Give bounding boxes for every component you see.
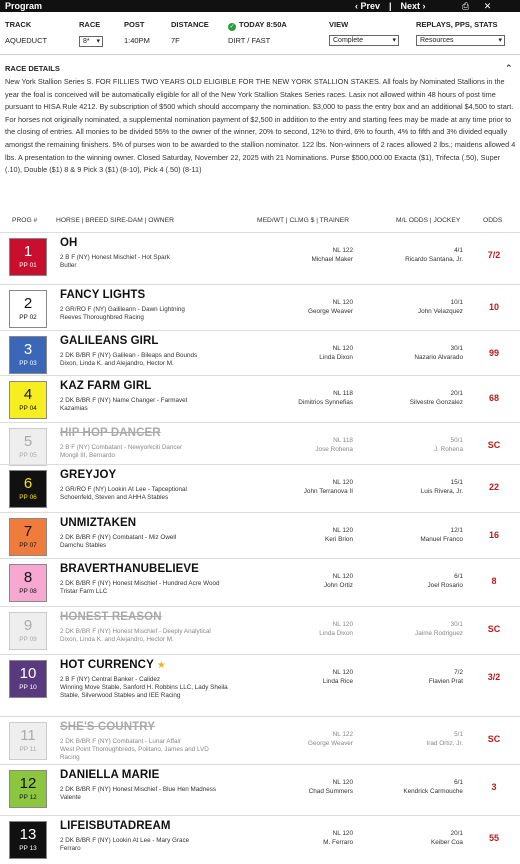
program-number-badge <box>9 381 47 419</box>
jockey: J. Rohena <box>433 446 463 453</box>
program-number-badge <box>9 821 47 859</box>
entry-row[interactable] <box>0 558 520 602</box>
breed-owner <box>60 534 230 550</box>
breed-owner <box>60 786 230 802</box>
post-position: PP 04 <box>19 405 37 412</box>
horse-name[interactable] <box>60 380 151 392</box>
post-position: PP 12 <box>19 794 37 801</box>
horse-name-text: GALILEANS GIRL <box>60 335 159 347</box>
horse-name-text: FANCY LIGHTS <box>60 289 146 301</box>
program-number: 11 <box>20 727 36 744</box>
entry-row[interactable] <box>0 330 520 374</box>
program-number-badge <box>9 428 47 466</box>
nav-separator: | <box>389 1 392 11</box>
distance-value: 7F <box>171 36 180 45</box>
race-label: RACE <box>79 20 101 29</box>
breed-owner <box>60 352 230 368</box>
breed: 2 DK B/BR F (NY) Combatant - Miz Owell <box>60 534 177 541</box>
morning-line-odds: 20/1 <box>450 830 463 837</box>
chevron-up-icon[interactable]: ⌃ <box>505 63 513 73</box>
owner: Kazamias <box>60 405 88 412</box>
race-select-value: 8* <box>83 38 90 45</box>
live-odds: 16 <box>488 530 499 540</box>
entry-row[interactable] <box>0 232 520 276</box>
med-weight: NL 120 <box>332 345 353 352</box>
header-prog: PROG # <box>12 217 38 224</box>
horse-name[interactable] <box>60 289 145 301</box>
entry-row[interactable] <box>0 815 520 859</box>
trainer: George Weaver <box>308 740 353 747</box>
morning-line-odds: 20/1 <box>450 390 463 397</box>
jockey: Luis Rivera, Jr. <box>420 488 463 495</box>
entry-row[interactable] <box>0 284 520 328</box>
breed: 2 DK B/BR F (NY) Name Changer - Farmavet <box>60 397 188 404</box>
divider <box>0 54 520 55</box>
breed: 2 B F (NY) Central Banker - Calidez <box>60 676 161 683</box>
program-number-badge <box>9 770 47 808</box>
live-odds: 99 <box>488 348 499 358</box>
post-position: PP 08 <box>19 588 37 595</box>
program-number: 4 <box>23 386 33 403</box>
entry-row[interactable] <box>0 606 520 650</box>
med-weight: NL 120 <box>332 669 353 676</box>
horse-name-text: SHE'S COUNTRY <box>60 721 155 733</box>
live-odds: 55 <box>488 833 499 843</box>
med-weight: NL 120 <box>332 621 353 628</box>
morning-line-odds: 6/1 <box>454 573 463 580</box>
med-weight: NL 118 <box>333 437 353 444</box>
live-odds: 10 <box>488 302 499 312</box>
check-icon: ✓ <box>229 24 235 30</box>
morning-line-odds: 5/1 <box>454 731 463 738</box>
horse-name-text: BRAVERTHANUBELIEVE <box>60 563 199 575</box>
morning-line-odds: 6/1 <box>454 779 463 786</box>
breed: 2 DK B/BR F (NY) Galilean - Bileaps and Bounds <box>60 352 198 359</box>
owner: Winning Move Stable, Sanford H. Robbins LLC, Lady Sheila Stable, Silverwood Stables and IEE Racing <box>60 684 228 699</box>
post-position: PP 03 <box>19 360 37 367</box>
breed-owner <box>60 738 230 762</box>
jockey: Irad Ortiz, Jr. <box>426 740 463 747</box>
morning-line-odds: 7/2 <box>454 669 463 676</box>
trainer: M. Ferraro <box>323 839 353 846</box>
program-number: 5 <box>23 433 33 450</box>
breed-owner <box>60 444 230 460</box>
trainer: Linda Rice <box>322 678 353 685</box>
horse-name[interactable] <box>60 469 116 481</box>
post-position: PP 06 <box>19 494 37 501</box>
breed: 2 DK B/BR F (NY) Lookin At Lee - Mary Grace <box>60 837 190 844</box>
live-odds: 7/2 <box>487 250 501 260</box>
med-weight: NL 120 <box>332 573 353 580</box>
entry-row[interactable] <box>0 512 520 556</box>
program-number: 13 <box>19 826 37 843</box>
trainer: Linda Dixon <box>319 354 353 361</box>
live-odds: 68 <box>488 393 499 403</box>
replays-label: REPLAYS, PPS, STATS <box>416 20 498 29</box>
trainer: Chad Summers <box>308 788 353 795</box>
breed-owner <box>60 397 230 413</box>
horse-name[interactable] <box>60 563 199 575</box>
today-label: TODAY 8:50A <box>239 20 287 29</box>
program-number: 12 <box>19 775 37 792</box>
med-weight: NL 122 <box>332 731 353 738</box>
program-number: 1 <box>23 243 33 260</box>
entry-row[interactable] <box>0 764 520 808</box>
horse-name[interactable] <box>60 517 136 529</box>
morning-line-odds: 4/1 <box>454 247 463 254</box>
breed: 2 DK B/BR F (NY) Combatant - Lunar Affair <box>60 738 181 745</box>
owner: Dixon, Linda K. and Alejandro, Hector M. <box>60 360 174 367</box>
horse-name-text: HIP HOP DANCER <box>60 427 161 439</box>
owner: Schoenfeld, Steven and AHHA Stables <box>60 494 169 501</box>
resources-select[interactable] <box>416 35 505 46</box>
jockey: Manuel Franco <box>420 536 463 543</box>
post-position: PP 13 <box>19 845 37 852</box>
post-position: PP 02 <box>19 314 37 321</box>
track-label: TRACK <box>5 20 32 29</box>
jockey: Silvestre Gonzalez <box>409 399 463 406</box>
view-label: VIEW <box>329 20 349 29</box>
surface-value: DIRT / FAST <box>228 36 271 45</box>
program-number: 9 <box>23 617 33 634</box>
program-number: 7 <box>23 523 33 540</box>
program-number: 10 <box>19 665 37 682</box>
live-odds: 3/2 <box>487 672 501 682</box>
horse-name-text: GREYJOY <box>60 469 117 481</box>
header-odds: ODDS <box>483 217 503 224</box>
horse-name[interactable] <box>60 820 171 832</box>
breed-owner <box>60 580 230 596</box>
breed-owner <box>60 306 230 322</box>
horse-name-text: OH <box>60 237 78 249</box>
program-number-badge <box>9 660 47 698</box>
program-number-badge <box>9 290 47 328</box>
page-title: Program <box>5 1 43 11</box>
owner: Damchu Stables <box>60 542 107 549</box>
post-position: PP 09 <box>19 636 37 643</box>
prev-button[interactable]: ‹ Prev <box>355 1 381 11</box>
program-number-badge <box>9 518 47 556</box>
race-details-text: New York Stallion Series S. FOR FILLIES TWO YEARS OLD ELIGIBLE FOR THE NEW YORK STALLION STAKES. All foals by Nominated Stallions in the year the foal is conceived will be automatically eligible for all of the New York Stallion Stakes Series races. Lasix not allowed within 48 hours of post time pursuant to HISA Rule 4212. By subscription of $500 which should accompany the nomination. $3,000 to pass the entry box and an additional $4,500 to start. For horses not originally nominated, a supplemental nomination payment of $2,500 in addition to the entry and starting fees may be made at any time prior to the closing of entries. All monies to be divided 55% to the owner of the winner, 20% to second, 12% to third, 6% to fourth, 4% to fifth and 3% divided equally amongst the remaining finishers. 5% of purses won to be awarded to the stallion nominator. 122 lbs. Non-winners of 2 races allowed 2 lbs.; maidens allowed 4 lbs. A presentation to the winning owner. Closed Saturday, November 22, 2025 with 21 Nominations. Purse $500,000.00 Exacta ($1), Trifecta (.50), Super (.10), Double ($1) 8 & 9 Pick 3 ($1) (8-10), Pick 4 (.50) (8-11) <box>5 77 516 175</box>
jockey: John Velazquez <box>417 308 463 315</box>
morning-line-odds: 30/1 <box>450 621 463 628</box>
entry-row[interactable] <box>0 464 520 508</box>
owner: Valente <box>60 794 81 801</box>
morning-line-odds: 15/1 <box>450 479 463 486</box>
morning-line-odds: 12/1 <box>450 527 463 534</box>
owner: Reeves Thoroughbred Racing <box>60 314 144 321</box>
program-number-badge <box>9 470 47 508</box>
program-number-badge <box>9 238 47 276</box>
med-weight: NL 122 <box>332 247 353 254</box>
horse-name[interactable] <box>60 659 166 671</box>
track-value: AQUEDUCT <box>5 36 48 45</box>
race-details-title: RACE DETAILS <box>5 64 60 73</box>
morning-line-odds: 50/1 <box>450 437 463 444</box>
post-label: POST <box>124 20 145 29</box>
race-select[interactable] <box>79 36 103 47</box>
jockey: Kendrick Carmouche <box>403 788 463 795</box>
program-number-badge <box>9 612 47 650</box>
jockey: Jaime Rodriguez <box>415 630 463 637</box>
breed: 2 B F (NY) Honest Mischief - Hot Spark <box>60 254 170 261</box>
star-icon: ★ <box>156 660 166 671</box>
horse-name-text: LIFEISBUTADREAM <box>60 820 171 832</box>
post-position: PP 07 <box>19 542 37 549</box>
owner: Ferraro <box>60 845 81 852</box>
breed: 2 GR/RO F (NY) Gailileann - Dawn Lightning <box>60 306 185 313</box>
chevron-down-icon: ▾ <box>96 38 100 45</box>
horse-name[interactable] <box>60 611 162 623</box>
horse-name[interactable] <box>60 721 155 733</box>
entry-row[interactable] <box>0 375 520 419</box>
owner: Dixon, Linda K. and Alejandro, Hector M. <box>60 636 174 643</box>
view-select[interactable] <box>329 35 399 46</box>
header-medwt: MED/WT | CLMG $ | TRAINER <box>257 217 350 224</box>
jockey: Keiber Coa <box>431 839 463 846</box>
trainer: Keri Brion <box>324 536 353 543</box>
trainer: John Ortiz <box>323 582 353 589</box>
post-position: PP 05 <box>19 452 37 459</box>
post-position: PP 10 <box>19 684 37 691</box>
entry-row[interactable] <box>0 654 520 698</box>
distance-label: DISTANCE <box>171 20 209 29</box>
entry-row[interactable] <box>0 422 520 466</box>
live-odds: 8 <box>491 576 497 586</box>
close-icon[interactable]: ✕ <box>483 1 492 11</box>
owner: Butler <box>60 262 77 269</box>
jockey: Nazario Alvarado <box>414 354 463 361</box>
toolbar-icons <box>462 1 503 11</box>
horse-name-text: HONEST REASON <box>60 611 162 623</box>
owner: Tristar Farm LLC <box>60 588 108 595</box>
breed: 2 GR/RO F (NY) Lookin At Lee - Tapceptional <box>60 486 187 493</box>
jockey: Ricardo Santana, Jr. <box>405 256 463 263</box>
live-odds: 22 <box>488 482 499 492</box>
post-position: PP 11 <box>19 746 37 753</box>
race-nav <box>355 0 426 12</box>
med-weight: NL 120 <box>332 779 353 786</box>
horse-name-text: DANIELLA MARIE <box>60 769 160 781</box>
med-weight: NL 120 <box>332 830 353 837</box>
program-number-badge <box>9 336 47 374</box>
program-number: 8 <box>23 569 33 586</box>
breed-owner <box>60 486 230 502</box>
breed-owner <box>60 254 230 270</box>
morning-line-odds: 30/1 <box>450 345 463 352</box>
jockey: Joel Rosario <box>427 582 463 589</box>
program-number-badge <box>9 722 47 760</box>
header-horse: HORSE | BREED SIRE-DAM | OWNER <box>56 217 174 224</box>
breed-owner <box>60 676 230 700</box>
resources-select-value: Resources <box>420 37 454 44</box>
trainer: Jose Rohena <box>315 446 353 453</box>
jockey: Flavien Prat <box>428 678 463 685</box>
program-number: 6 <box>23 475 33 492</box>
trainer: Dimitrios Synnefias <box>298 399 353 406</box>
live-odds: SC <box>487 440 501 450</box>
trainer: John Terranova II <box>303 488 353 495</box>
today-status <box>228 20 287 31</box>
trainer: Michael Maker <box>311 256 353 263</box>
breed-owner <box>60 837 230 853</box>
next-button[interactable]: Next › <box>400 1 426 11</box>
post-position: PP 01 <box>19 262 37 269</box>
chevron-down-icon: ▾ <box>498 37 502 44</box>
breed: 2 DK B/BR F (NY) Honest Mischief - Blue Hen Madness <box>60 786 217 793</box>
chevron-down-icon: ▾ <box>392 37 396 44</box>
med-weight: NL 120 <box>332 479 353 486</box>
header-ml: M/L ODDS | JOCKEY <box>396 217 461 224</box>
med-weight: NL 120 <box>332 299 353 306</box>
program-number: 2 <box>23 295 33 312</box>
horse-name[interactable] <box>60 769 159 781</box>
program-number: 3 <box>23 341 33 358</box>
horse-name[interactable] <box>60 335 159 347</box>
med-weight: NL 120 <box>332 527 353 534</box>
printer-icon[interactable]: ⎙ <box>462 1 470 11</box>
horse-name[interactable] <box>60 427 161 439</box>
morning-line-odds: 10/1 <box>450 299 463 306</box>
top-bar <box>0 0 520 12</box>
post-value: 1:40PM <box>124 36 150 45</box>
horse-name-text: UNMIZTAKEN <box>60 517 137 529</box>
horse-name[interactable] <box>60 237 77 249</box>
breed: 2 B F (NY) Combatant - Newyorkciti Dancer <box>60 444 183 451</box>
owner: West Point Thoroughbreds, Politano, James and LVD Racing <box>60 746 209 761</box>
view-select-value: Complete <box>333 37 363 44</box>
trainer: George Weaver <box>308 308 353 315</box>
med-weight: NL 118 <box>333 390 353 397</box>
trainer: Linda Dixon <box>319 630 353 637</box>
live-odds: 3 <box>491 782 497 792</box>
horse-name-text: HOT CURRENCY <box>60 659 154 671</box>
program-number-badge <box>9 564 47 602</box>
live-odds: SC <box>487 624 501 634</box>
horse-name-text: KAZ FARM GIRL <box>60 380 152 392</box>
entry-row[interactable] <box>0 716 520 760</box>
breed-owner <box>60 628 230 644</box>
owner: Mongil III, Bernardo <box>60 452 115 459</box>
breed: 2 DK B/BR F (NY) Honest Mischief - Deeply Analytical <box>60 628 211 635</box>
live-odds: SC <box>487 734 501 744</box>
breed: 2 DK B/BR F (NY) Honest Mischief - Hundred Acre Wood <box>60 580 220 587</box>
